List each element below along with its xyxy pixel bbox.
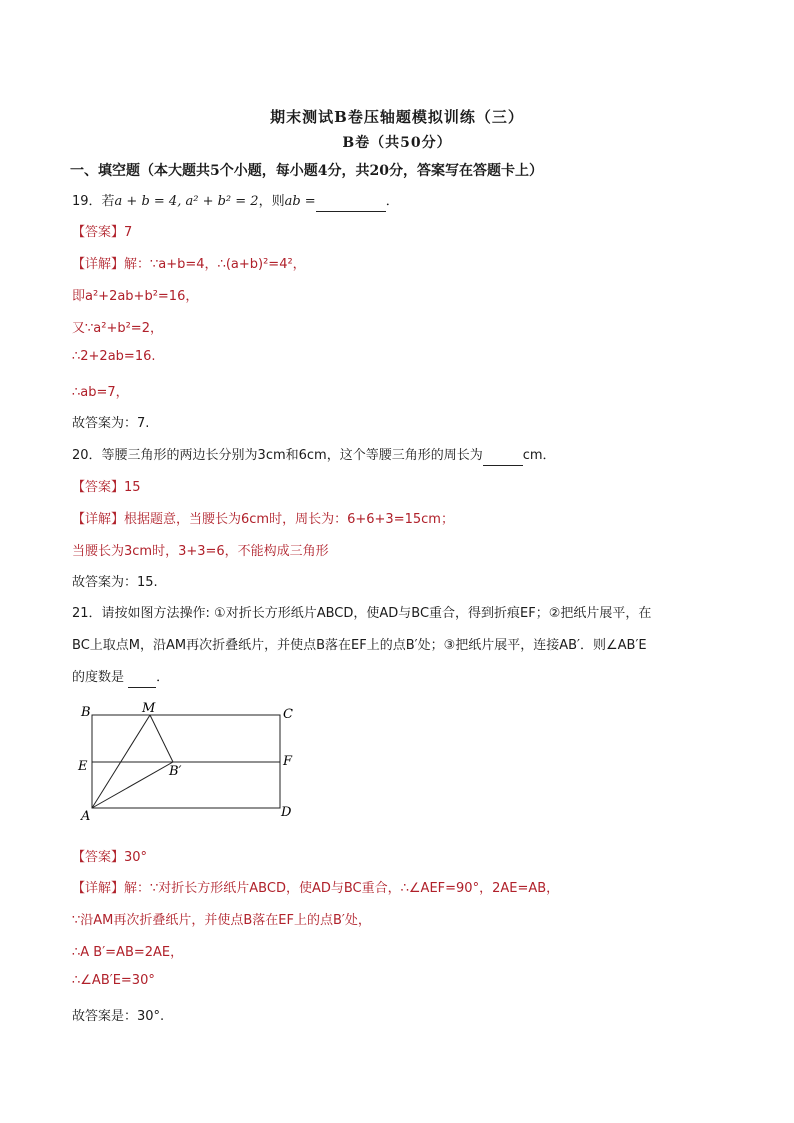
q19-blank: [316, 196, 386, 212]
q20-text-b: cm．: [522, 448, 556, 463]
q19-detail-2: 即a²+2ab+b²=16，: [72, 289, 199, 304]
q20-answer-line: [72, 476, 141, 495]
page-title: 期末测试B卷压轴题模拟训练（三）: [270, 108, 524, 126]
figure-label-d: D: [281, 805, 292, 820]
q20-answer: 15: [124, 480, 141, 495]
q19-condition: a + b = 4, a² + b² = 2: [114, 194, 259, 209]
q19-answer-line: [72, 221, 132, 240]
q20-detail-2: 当腰长为3cm时，3+3=6，不能构成三角形: [72, 544, 329, 559]
q20-blank: [483, 450, 523, 466]
q20-detail-1: 根据题意，当腰长为6cm时，周长为：6+6+3=15cm；: [124, 512, 454, 527]
q21-detail-2: ∵沿AM再次折叠纸片，并使点B落在EF上的点B′处，: [72, 913, 371, 928]
figure-label-e: E: [78, 759, 88, 774]
page-subtitle: B卷（共50分）: [342, 135, 452, 151]
q19-prefix: 19．若: [72, 194, 115, 209]
figure-label-a: A: [81, 809, 91, 824]
q19-mid: ，则: [258, 194, 285, 209]
q21-detail-line-1: [72, 877, 559, 896]
q20-detail-line-1: [72, 508, 454, 527]
q19-detail-1: 解：∵a+b=4，∴(a+b)²=4²，: [124, 257, 306, 272]
q19-detail-3: 又∵a²+b²=2，: [72, 321, 163, 336]
q19-detail-5: ∴ab=7，: [72, 385, 129, 400]
q21-figure: [72, 696, 302, 826]
figure-label-b: B: [81, 705, 91, 720]
q19-detail-line-1: [72, 253, 306, 272]
q19-detail-6: 故答案为：7.: [72, 416, 150, 431]
q21-detail-4: ∴∠AB′E=30°: [72, 973, 155, 988]
question-19: [72, 190, 399, 212]
figure-label-bprime: B′: [169, 764, 182, 779]
q20-text-a: 20．等腰三角形的两边长分别为3cm和6cm，这个等腰三角形的周长为: [72, 448, 483, 463]
figure-line-mbp: [150, 715, 173, 762]
q21-detail-3: ∴A B′=AB=2AE，: [72, 945, 184, 960]
q21-blank: [128, 672, 156, 688]
q19-end: ．: [385, 194, 399, 209]
q20-detail-tag: 【详解】: [72, 512, 125, 527]
q20-answer-tag: 【答案】: [72, 480, 125, 495]
q20-detail-3: 故答案为：15.: [72, 575, 158, 590]
q21-line-1: 21．请按如图方法操作: ①对折长方形纸片ABCD，使AD与BC重合，得到折痕EF；②把纸片展平，在: [72, 606, 652, 621]
q21-detail-5: 故答案是：30°.: [72, 1009, 165, 1024]
q21-answer: 30°: [124, 850, 148, 865]
q21-line-3-wrap: [72, 666, 169, 688]
figure-label-m: M: [142, 701, 156, 716]
section-heading: 一、填空题（本大题共5个小题，每小题4分，共20分，答案写在答题卡上）: [70, 163, 543, 179]
q21-line-3-end: ．: [156, 670, 170, 685]
q19-detail-tag: 【详解】: [72, 257, 125, 272]
q19-answer: 7: [124, 225, 133, 240]
figure-line-abp: [92, 762, 173, 808]
q21-line-2: BC上取点M，沿AM再次折叠纸片，并使点B落在EF上的点B′处；③把纸片展平，连接AB′．则∠AB′E: [72, 638, 647, 653]
q19-answer-tag: 【答案】: [72, 225, 125, 240]
figure-label-f: F: [283, 754, 293, 769]
q19-detail-4: ∴2+2ab=16.: [72, 349, 156, 364]
figure-label-c: C: [283, 707, 293, 722]
q21-line-3: 的度数是: [72, 670, 125, 685]
q21-detail-tag: 【详解】: [72, 881, 125, 896]
q19-target: ab =: [284, 194, 316, 209]
q21-answer-line: [72, 846, 147, 865]
q21-detail-1: 解：∵对折长方形纸片ABCD，使AD与BC重合，∴∠AEF=90°，2AE=AB，: [124, 881, 560, 896]
question-20: [72, 444, 556, 466]
q21-answer-tag: 【答案】: [72, 850, 125, 865]
